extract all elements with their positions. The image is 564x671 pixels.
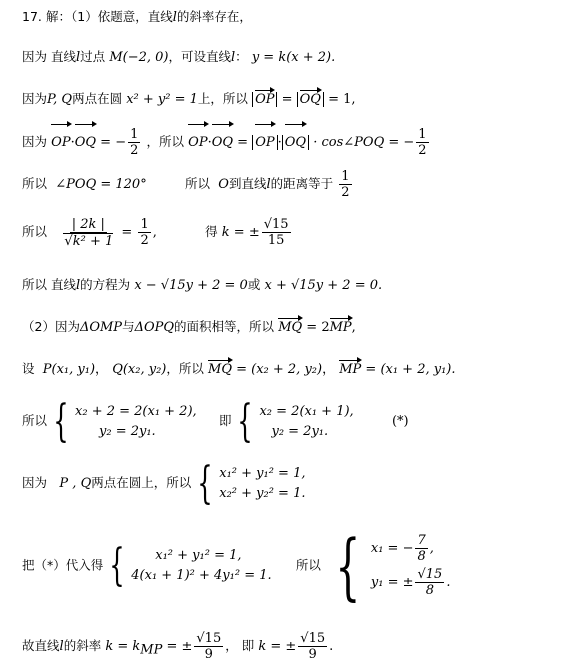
line-13: 故直线l的斜率 $k = k_{MP}$ = ± $\frac{√15}{9}$ ， 即 k = ± $\frac{√15}{9}$ . [22, 631, 334, 662]
line-12: 把（*）代入得 { x₁² + y₁² = 1, 4(x₁ + 1)² + 4y₁² = 1. 所以 { x₁ = − $\frac{7}{8}$ , y₁ = ± $\frac{√15}{8}$ . [22, 524, 451, 608]
problem-number: 17. [22, 9, 42, 24]
line-5: 所以 ∠POQ = 120° 所以 O到直线l的距离等于 $\frac{1}{2}$ [22, 169, 350, 200]
line-6: 所以 | 2k | √ k² + 1 = $\frac{1}{2}$ , 得 k = ± $\frac{√15}{15}$ [22, 212, 293, 253]
line-11: 因为 P , Q两点在圆上，所以 { x₁² + y₁² = 1, x₂² + y₂² = 1. [22, 457, 306, 509]
line-9: 设 P(x₁, y₁)， Q(x₂, y₂)，所以 MQ = (x₂ + 2, y₂)， MP = (x₁ + 2, y₁). [22, 361, 456, 377]
line-4: 因为 OP·OQ = − $\frac{1}{2}$ ，所以 OP·OQ = OP · OQ · cos∠POQ = − $\frac{1}{2}$ [22, 124, 431, 161]
line-10: 所以 { x₂ + 2 = 2(x₁ + 2), y₂ = 2y₁. 即 { x₂ = 2(x₁ + 1), y₂ = 2y₁. (*) [22, 395, 409, 447]
line-8: （2）因为ΔOMP与ΔOPQ的面积相等，所以 MQ = 2MP, [22, 319, 356, 335]
line-2: 因为 直线l过点 M(−2, 0)，可设直线l： y = k(x + 2). [22, 49, 336, 65]
line-3: 因为P, Q两点在圆 x² + y² = 1上，所以 OP = OQ = 1, [22, 91, 356, 107]
line-7: 所以 直线l的方程为 x − √15y + 2 = 0或 x + √15y + 2 = 0. [22, 277, 383, 293]
solution-header-line: 17. 解：（1）依题意，直线l的斜率存在， [22, 9, 252, 25]
